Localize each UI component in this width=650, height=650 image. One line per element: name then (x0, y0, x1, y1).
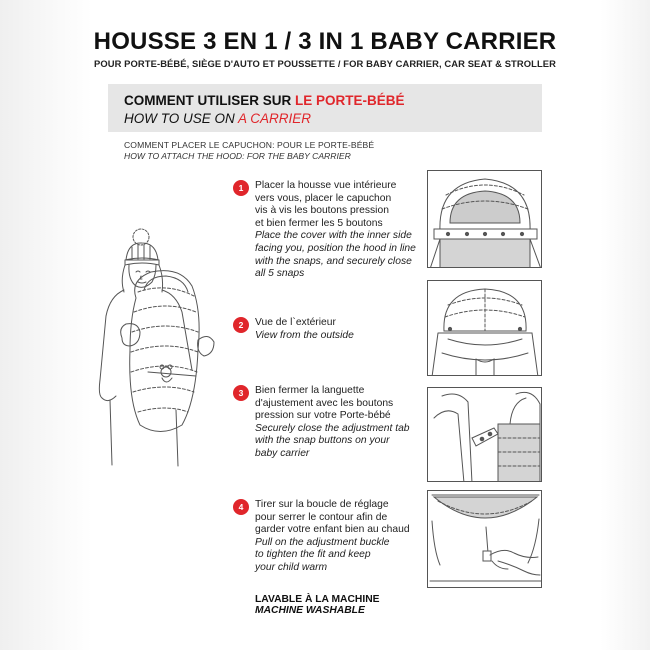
section-banner (108, 84, 542, 132)
step-4-illustration-panel (427, 490, 542, 588)
banner-title-en (124, 111, 311, 126)
step-1-illustration-panel (427, 170, 542, 268)
step-4-text (255, 499, 435, 575)
hood-inside-view-illustration (428, 171, 542, 268)
step-4-text-fr: Tirer sur la boucle de réglage pour serrer le contour afin de garder votre enfant bien au chaud (255, 499, 410, 536)
care-label-fr: LAVABLE À LA MACHINE (255, 594, 380, 605)
step-2-text-fr: Vue de l`extérieur (255, 317, 336, 328)
step-1-text (255, 180, 435, 281)
hood-outside-view-illustration (428, 281, 542, 376)
adjustment-tab-illustration (428, 388, 542, 482)
banner-title-fr (124, 93, 405, 108)
step-2-illustration-panel (427, 280, 542, 376)
page-title: HOUSSE 3 EN 1 / 3 IN 1 BABY CARRIER (93, 28, 557, 55)
step-1-text-fr: Placer la housse vue intérieure vers vous, placer le capuchon vis à vis les boutons pression et bien fermer les 5 boutons (255, 180, 397, 229)
banner-title-fr-accent: LE PORTE-BÉBÉ (295, 93, 405, 108)
step-3-text-en: Securely close the adjustment tab with the snap buttons on your baby carrier (255, 422, 410, 459)
woman-with-carrier-illustration (96, 220, 242, 470)
step-2-number-badge: 2 (233, 317, 249, 333)
step-1-number-badge: 1 (233, 180, 249, 196)
page-right-margin (600, 0, 650, 650)
step-3-number-badge: 3 (233, 385, 249, 401)
step-4-text-en: Pull on the adjustment buckle to tighten the fit and keep your child warm (255, 536, 390, 573)
banner-title-fr-lead: COMMENT UTILISER SUR (124, 93, 292, 108)
page-subtitle: POUR PORTE-BÉBÉ, SIÈGE D'AUTO ET POUSSETTE / FOR BABY CARRIER, CAR SEAT & STROLLER (93, 58, 557, 69)
instructions-heading-en: HOW TO ATTACH THE HOOD: FOR THE BABY CARRIER (124, 151, 351, 161)
instructions-heading-fr: COMMENT PLACER LE CAPUCHON: POUR LE PORTE-BÉBÉ (124, 140, 375, 150)
step-1-text-en: Place the cover with the inner side facing you, position the hood in line with the snaps, and securely close all 5 snaps (255, 230, 416, 280)
banner-title-en-accent: A CARRIER (238, 111, 312, 126)
step-4-number-badge: 4 (233, 499, 249, 515)
care-label-en: MACHINE WASHABLE (255, 605, 365, 616)
step-3-text-fr: Bien fermer la languette d'ajustement avec les boutons pression sur votre Porte-bébé (255, 385, 394, 422)
step-3-illustration-panel (427, 387, 542, 482)
banner-title-en-lead: HOW TO USE ON (124, 111, 235, 126)
pull-buckle-illustration (428, 491, 542, 588)
page-left-margin (0, 0, 92, 650)
step-2-text (255, 317, 435, 342)
step-3-text (255, 385, 435, 461)
step-2-text-en: View from the outside (255, 329, 354, 341)
